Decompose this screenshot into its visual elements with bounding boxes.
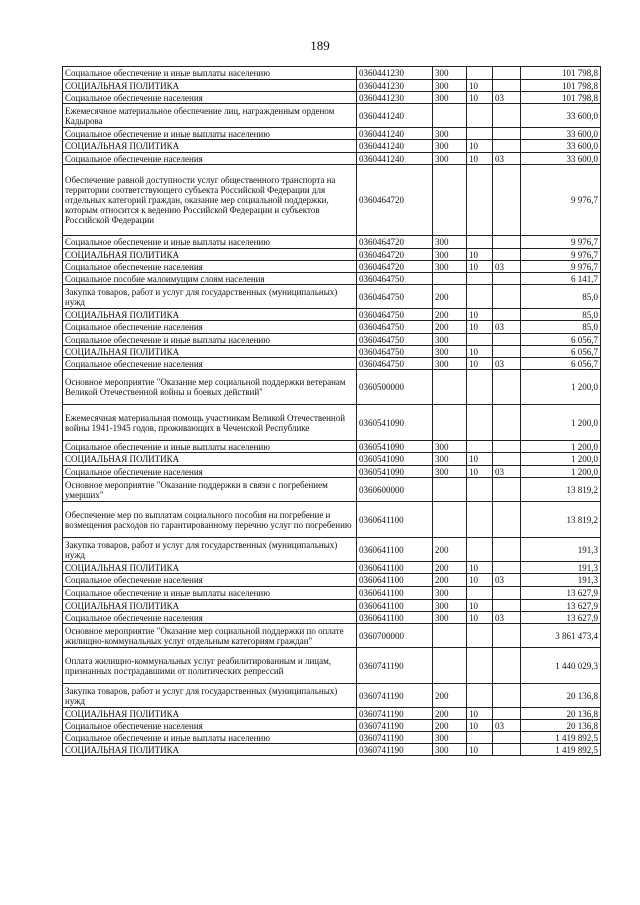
cell-target-code: 0360741190 xyxy=(357,720,433,732)
cell-section xyxy=(467,478,493,502)
cell-name: Основное мероприятие "Оказание поддержки в связи с погребением умерших" xyxy=(63,478,357,502)
table-row xyxy=(63,92,601,104)
cell-subsection: 03 xyxy=(493,153,521,165)
table-row xyxy=(63,370,601,405)
cell-amount: 6 141,7 xyxy=(521,273,601,285)
cell-target-code: 0360641100 xyxy=(357,562,433,574)
cell-amount: 1 200,0 xyxy=(521,370,601,405)
cell-name: Ежемесячное материальное обеспечение лиц, награжденным орденом Кадырова xyxy=(63,104,357,128)
cell-name: Социальное обеспечение населения xyxy=(63,466,357,478)
cell-expense-type: 300 xyxy=(433,744,467,756)
cell-subsection xyxy=(493,80,521,92)
cell-expense-type: 200 xyxy=(433,574,467,587)
cell-amount: 20 136,8 xyxy=(521,708,601,720)
cell-target-code: 0360541090 xyxy=(357,466,433,478)
cell-name: Социальное обеспечение и иные выплаты населению xyxy=(63,236,357,249)
cell-subsection xyxy=(493,67,521,80)
cell-amount: 13 627,9 xyxy=(521,587,601,600)
cell-section xyxy=(467,285,493,309)
cell-expense-type: 300 xyxy=(433,261,467,273)
cell-section xyxy=(467,334,493,346)
cell-expense-type: 300 xyxy=(433,80,467,92)
cell-subsection xyxy=(493,370,521,405)
cell-subsection xyxy=(493,236,521,249)
cell-expense-type: 200 xyxy=(433,538,467,562)
cell-name: СОЦИАЛЬНАЯ ПОЛИТИКА xyxy=(63,744,357,756)
cell-subsection xyxy=(493,600,521,612)
cell-target-code: 0360441230 xyxy=(357,67,433,80)
cell-subsection xyxy=(493,334,521,346)
cell-target-code: 0360441230 xyxy=(357,80,433,92)
cell-subsection xyxy=(493,684,521,708)
cell-target-code: 0360641100 xyxy=(357,502,433,538)
cell-subsection xyxy=(493,538,521,562)
cell-expense-type: 300 xyxy=(433,612,467,624)
cell-subsection xyxy=(493,273,521,285)
cell-name: Социальное обеспечение и иные выплаты населению xyxy=(63,128,357,140)
cell-name: СОЦИАЛЬНАЯ ПОЛИТИКА xyxy=(63,140,357,153)
cell-subsection xyxy=(493,405,521,441)
cell-section xyxy=(467,67,493,80)
cell-amount: 191,3 xyxy=(521,562,601,574)
cell-subsection xyxy=(493,140,521,153)
cell-target-code: 0360500000 xyxy=(357,370,433,405)
cell-section: 10 xyxy=(467,92,493,104)
cell-amount: 6 056,7 xyxy=(521,346,601,358)
cell-name: Социальное обеспечение населения xyxy=(63,574,357,587)
cell-section: 10 xyxy=(467,744,493,756)
cell-subsection xyxy=(493,708,521,720)
cell-name: Закупка товаров, работ и услуг для государственных (муниципальных) нужд xyxy=(63,684,357,708)
cell-expense-type: 300 xyxy=(433,453,467,466)
cell-amount: 1 200,0 xyxy=(521,466,601,478)
cell-target-code: 0360441230 xyxy=(357,92,433,104)
cell-expense-type xyxy=(433,165,467,236)
cell-name: Оплата жилищно-коммунальных услуг реабилитированным и лицам, признанных пострадавшими от политических репрессий xyxy=(63,648,357,684)
cell-target-code: 0360464750 xyxy=(357,285,433,309)
table-row xyxy=(63,273,601,285)
cell-name: Социальное пособие малоимущим слоям населения xyxy=(63,273,357,285)
cell-name: Социальное обеспечение населения xyxy=(63,612,357,624)
table-row xyxy=(63,732,601,744)
cell-subsection: 03 xyxy=(493,92,521,104)
table-row xyxy=(63,624,601,648)
cell-name: Социальное обеспечение населения xyxy=(63,261,357,273)
cell-expense-type xyxy=(433,273,467,285)
cell-subsection: 03 xyxy=(493,612,521,624)
cell-amount: 9 976,7 xyxy=(521,236,601,249)
table-row xyxy=(63,574,601,587)
table-row xyxy=(63,346,601,358)
table-row xyxy=(63,334,601,346)
cell-name: СОЦИАЛЬНАЯ ПОЛИТИКА xyxy=(63,249,357,261)
cell-section xyxy=(467,273,493,285)
cell-expense-type: 200 xyxy=(433,309,467,321)
cell-amount: 13 627,9 xyxy=(521,600,601,612)
cell-expense-type: 200 xyxy=(433,684,467,708)
cell-section xyxy=(467,128,493,140)
cell-subsection xyxy=(493,502,521,538)
cell-name: СОЦИАЛЬНАЯ ПОЛИТИКА xyxy=(63,453,357,466)
cell-section xyxy=(467,732,493,744)
cell-section xyxy=(467,538,493,562)
cell-target-code: 0360641100 xyxy=(357,538,433,562)
cell-target-code: 0360464750 xyxy=(357,309,433,321)
cell-subsection xyxy=(493,285,521,309)
cell-target-code: 0360441240 xyxy=(357,104,433,128)
cell-section: 10 xyxy=(467,140,493,153)
cell-expense-type: 200 xyxy=(433,720,467,732)
cell-name: Ежемесячная материальная помощь участникам Великой Отечественной войны 1941-1945 годов, проживающих в Чеченской Республике xyxy=(63,405,357,441)
cell-amount: 1 440 029,3 xyxy=(521,648,601,684)
table-row xyxy=(63,502,601,538)
cell-name: Социальное обеспечение населения xyxy=(63,358,357,370)
cell-target-code: 0360600000 xyxy=(357,478,433,502)
cell-subsection xyxy=(493,309,521,321)
cell-target-code: 0360541090 xyxy=(357,453,433,466)
cell-target-code: 0360464750 xyxy=(357,273,433,285)
cell-target-code: 0360464720 xyxy=(357,261,433,273)
table-row xyxy=(63,684,601,708)
cell-name: Обеспечение равной доступности услуг общественного транспорта на территории соответствующего субъекта Российской Федерации для отдельных категорий граждан, оказание мер социальной поддержки, которым относится к ведению Российской Федерации и субъектов Российской Федерации xyxy=(63,165,357,236)
cell-amount: 20 136,8 xyxy=(521,720,601,732)
cell-section: 10 xyxy=(467,153,493,165)
cell-amount: 33 600,0 xyxy=(521,153,601,165)
table-row xyxy=(63,249,601,261)
cell-name: СОЦИАЛЬНАЯ ПОЛИТИКА xyxy=(63,80,357,92)
cell-amount: 1 419 892,5 xyxy=(521,732,601,744)
cell-section: 10 xyxy=(467,574,493,587)
table-row xyxy=(63,104,601,128)
cell-amount: 33 600,0 xyxy=(521,140,601,153)
cell-name: СОЦИАЛЬНАЯ ПОЛИТИКА xyxy=(63,309,357,321)
cell-expense-type xyxy=(433,405,467,441)
cell-target-code: 0360464750 xyxy=(357,358,433,370)
cell-name: Обеспечение мер по выплатам социального пособия на погребение и возмещения расходов по гарантированному перечню услуг по погребению xyxy=(63,502,357,538)
cell-target-code: 0360641100 xyxy=(357,612,433,624)
cell-section: 10 xyxy=(467,309,493,321)
cell-amount: 85,0 xyxy=(521,321,601,334)
cell-subsection xyxy=(493,732,521,744)
cell-amount: 13 819,2 xyxy=(521,478,601,502)
cell-target-code: 0360541090 xyxy=(357,405,433,441)
cell-section: 10 xyxy=(467,466,493,478)
cell-target-code: 0360641100 xyxy=(357,600,433,612)
cell-expense-type: 300 xyxy=(433,466,467,478)
table-row xyxy=(63,140,601,153)
table-row xyxy=(63,165,601,236)
cell-section: 10 xyxy=(467,249,493,261)
cell-name: Социальное обеспечение населения xyxy=(63,720,357,732)
cell-subsection: 03 xyxy=(493,358,521,370)
cell-section xyxy=(467,405,493,441)
table-row xyxy=(63,562,601,574)
cell-amount: 9 976,7 xyxy=(521,249,601,261)
cell-amount: 6 056,7 xyxy=(521,358,601,370)
cell-section xyxy=(467,441,493,453)
table-body xyxy=(63,67,601,756)
table-row xyxy=(63,128,601,140)
cell-target-code: 0360741190 xyxy=(357,732,433,744)
cell-section: 10 xyxy=(467,720,493,732)
cell-expense-type: 300 xyxy=(433,92,467,104)
cell-subsection xyxy=(493,478,521,502)
table-row xyxy=(63,453,601,466)
cell-section xyxy=(467,587,493,600)
cell-expense-type xyxy=(433,624,467,648)
cell-section: 10 xyxy=(467,453,493,466)
cell-target-code: 0360441240 xyxy=(357,153,433,165)
table-row xyxy=(63,648,601,684)
table-row xyxy=(63,309,601,321)
cell-subsection: 03 xyxy=(493,720,521,732)
cell-target-code: 0360464720 xyxy=(357,236,433,249)
cell-amount: 1 200,0 xyxy=(521,441,601,453)
table-row xyxy=(63,285,601,309)
table-row xyxy=(63,708,601,720)
cell-expense-type: 300 xyxy=(433,732,467,744)
cell-amount: 1 419 892,5 xyxy=(521,744,601,756)
cell-amount: 20 136,8 xyxy=(521,684,601,708)
table-row xyxy=(63,587,601,600)
cell-amount: 101 798,8 xyxy=(521,67,601,80)
cell-section: 10 xyxy=(467,346,493,358)
cell-expense-type xyxy=(433,478,467,502)
cell-name: Социальное обеспечение и иные выплаты населению xyxy=(63,67,357,80)
cell-name: Социальное обеспечение населения xyxy=(63,92,357,104)
cell-section xyxy=(467,624,493,648)
cell-name: СОЦИАЛЬНАЯ ПОЛИТИКА xyxy=(63,346,357,358)
cell-section xyxy=(467,104,493,128)
cell-target-code: 0360441240 xyxy=(357,128,433,140)
cell-target-code: 0360641100 xyxy=(357,587,433,600)
cell-amount: 9 976,7 xyxy=(521,165,601,236)
table-row xyxy=(63,405,601,441)
cell-section xyxy=(467,236,493,249)
cell-section: 10 xyxy=(467,708,493,720)
cell-expense-type: 200 xyxy=(433,285,467,309)
cell-amount: 13 819,2 xyxy=(521,502,601,538)
cell-expense-type: 200 xyxy=(433,562,467,574)
cell-section xyxy=(467,502,493,538)
cell-name: Социальное обеспечение и иные выплаты населению xyxy=(63,587,357,600)
cell-expense-type xyxy=(433,648,467,684)
page-number: 189 xyxy=(310,38,330,53)
cell-expense-type xyxy=(433,104,467,128)
cell-name: Социальное обеспечение и иные выплаты населению xyxy=(63,334,357,346)
cell-subsection xyxy=(493,648,521,684)
cell-expense-type: 300 xyxy=(433,249,467,261)
cell-expense-type: 300 xyxy=(433,334,467,346)
cell-name: Социальное обеспечение и иные выплаты населению xyxy=(63,441,357,453)
cell-target-code: 0360441240 xyxy=(357,140,433,153)
cell-subsection xyxy=(493,249,521,261)
cell-subsection xyxy=(493,128,521,140)
cell-amount: 101 798,8 xyxy=(521,80,601,92)
cell-section: 10 xyxy=(467,600,493,612)
cell-amount: 33 600,0 xyxy=(521,104,601,128)
cell-amount: 85,0 xyxy=(521,285,601,309)
cell-section: 10 xyxy=(467,612,493,624)
cell-expense-type: 200 xyxy=(433,708,467,720)
cell-expense-type xyxy=(433,502,467,538)
cell-name: Основное мероприятие "Оказание мер социальной поддержки ветеранам Великой Отечественной войны и боевых действий" xyxy=(63,370,357,405)
table-row xyxy=(63,441,601,453)
cell-target-code: 0360464750 xyxy=(357,334,433,346)
cell-target-code: 0360464720 xyxy=(357,165,433,236)
cell-subsection xyxy=(493,744,521,756)
cell-expense-type: 300 xyxy=(433,153,467,165)
cell-subsection xyxy=(493,624,521,648)
cell-target-code: 0360541090 xyxy=(357,441,433,453)
table-row xyxy=(63,358,601,370)
cell-amount: 85,0 xyxy=(521,309,601,321)
cell-section: 10 xyxy=(467,562,493,574)
cell-subsection: 03 xyxy=(493,574,521,587)
cell-subsection: 03 xyxy=(493,321,521,334)
cell-amount: 191,3 xyxy=(521,538,601,562)
cell-amount: 6 056,7 xyxy=(521,334,601,346)
cell-target-code: 0360741190 xyxy=(357,684,433,708)
table-row xyxy=(63,466,601,478)
table-row xyxy=(63,67,601,80)
cell-amount: 3 861 473,4 xyxy=(521,624,601,648)
cell-subsection xyxy=(493,453,521,466)
cell-name: Социальное обеспечение населения xyxy=(63,153,357,165)
cell-expense-type: 200 xyxy=(433,321,467,334)
budget-table xyxy=(62,66,601,756)
cell-expense-type: 300 xyxy=(433,128,467,140)
cell-target-code: 0360741190 xyxy=(357,744,433,756)
cell-expense-type: 300 xyxy=(433,358,467,370)
cell-expense-type: 300 xyxy=(433,346,467,358)
table-row xyxy=(63,321,601,334)
cell-name: Социальное обеспечение населения xyxy=(63,321,357,334)
cell-amount: 101 798,8 xyxy=(521,92,601,104)
cell-name: СОЦИАЛЬНАЯ ПОЛИТИКА xyxy=(63,600,357,612)
cell-amount: 9 976,7 xyxy=(521,261,601,273)
cell-target-code: 0360464720 xyxy=(357,249,433,261)
cell-section xyxy=(467,648,493,684)
cell-expense-type: 300 xyxy=(433,236,467,249)
cell-name: Закупка товаров, работ и услуг для государственных (муниципальных) нужд xyxy=(63,285,357,309)
cell-expense-type: 300 xyxy=(433,441,467,453)
cell-section xyxy=(467,370,493,405)
cell-section: 10 xyxy=(467,358,493,370)
table-row xyxy=(63,612,601,624)
cell-target-code: 0360741190 xyxy=(357,648,433,684)
cell-target-code: 0360741190 xyxy=(357,708,433,720)
table-row xyxy=(63,80,601,92)
table-row xyxy=(63,236,601,249)
cell-subsection xyxy=(493,165,521,236)
cell-amount: 191,3 xyxy=(521,574,601,587)
table-row xyxy=(63,600,601,612)
cell-amount: 33 600,0 xyxy=(521,128,601,140)
table-row xyxy=(63,720,601,732)
table-row xyxy=(63,261,601,273)
cell-subsection xyxy=(493,346,521,358)
cell-expense-type: 300 xyxy=(433,140,467,153)
cell-expense-type xyxy=(433,370,467,405)
cell-subsection xyxy=(493,562,521,574)
table-row xyxy=(63,744,601,756)
cell-target-code: 0360700000 xyxy=(357,624,433,648)
cell-amount: 1 200,0 xyxy=(521,453,601,466)
cell-subsection xyxy=(493,587,521,600)
cell-amount: 1 200,0 xyxy=(521,405,601,441)
cell-section: 10 xyxy=(467,261,493,273)
table-row xyxy=(63,538,601,562)
cell-subsection: 03 xyxy=(493,261,521,273)
cell-name: Закупка товаров, работ и услуг для государственных (муниципальных) нужд xyxy=(63,538,357,562)
cell-section xyxy=(467,165,493,236)
cell-section: 10 xyxy=(467,321,493,334)
cell-expense-type: 300 xyxy=(433,587,467,600)
cell-section: 10 xyxy=(467,80,493,92)
cell-amount: 13 627,9 xyxy=(521,612,601,624)
cell-name: СОЦИАЛЬНАЯ ПОЛИТИКА xyxy=(63,562,357,574)
cell-expense-type: 300 xyxy=(433,67,467,80)
cell-subsection xyxy=(493,441,521,453)
cell-subsection xyxy=(493,104,521,128)
cell-subsection: 03 xyxy=(493,466,521,478)
table-row xyxy=(63,153,601,165)
cell-expense-type: 300 xyxy=(433,600,467,612)
cell-section xyxy=(467,684,493,708)
cell-target-code: 0360464750 xyxy=(357,321,433,334)
cell-name: Основное мероприятие "Оказание мер социальной поддержки по оплате жилищно-коммунальных услуг отдельным категориям граждан" xyxy=(63,624,357,648)
cell-target-code: 0360641100 xyxy=(357,574,433,587)
cell-name: Социальное обеспечение и иные выплаты населению xyxy=(63,732,357,744)
table-row xyxy=(63,478,601,502)
cell-target-code: 0360464750 xyxy=(357,346,433,358)
cell-name: СОЦИАЛЬНАЯ ПОЛИТИКА xyxy=(63,708,357,720)
